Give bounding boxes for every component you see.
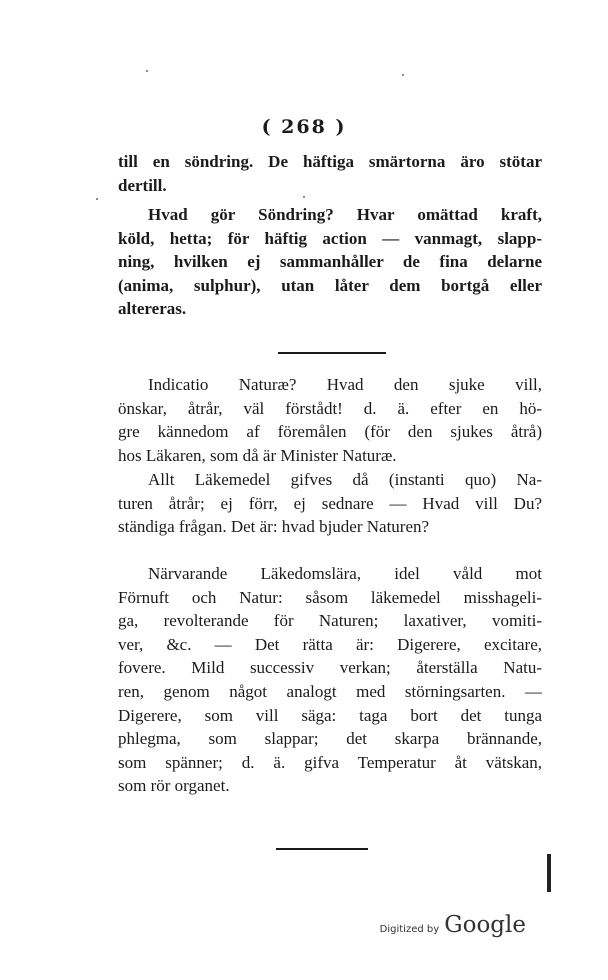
ink-speck — [402, 74, 404, 76]
paragraph-3 — [118, 373, 542, 467]
text-line: ständiga frågan. Det är: hvad bjuder Naturen? — [118, 517, 430, 537]
text-line: fovere. Mild successiv verkan; återställa Natu- — [118, 658, 542, 678]
section-divider — [278, 352, 386, 354]
watermark-prefix: Digitized by — [379, 924, 440, 935]
section-divider — [276, 848, 368, 850]
text-line: hos Läkaren, som då är Minister Naturæ. — [118, 445, 397, 465]
page-number: ( 268 ) — [261, 116, 347, 138]
text-line: ga, revolterande för Naturen; laxativer, vomiti- — [118, 611, 542, 631]
paragraph-2 — [118, 203, 542, 321]
text-line: phlegma, som slappar; det skarpa brännande, — [118, 729, 542, 749]
text-line: önskar, åtrår, väl förstådt! d. ä. efter en hö- — [118, 398, 542, 418]
text-line: ning, hvilken ej sammanhåller de fina delarne — [118, 252, 542, 272]
text-line: till en söndring. De häftiga smärtorna äro stötar — [118, 152, 542, 171]
text-line: Allt Läkemedel gifves då (instanti quo) Na- — [148, 470, 542, 489]
paragraph-1 — [118, 150, 542, 197]
text-line: köld, hetta; för häftig action — vanmagt, slapp- — [118, 228, 542, 248]
text-line: Förnuft och Natur: såsom läkemedel misshageli- — [118, 587, 542, 607]
ink-speck — [303, 196, 305, 198]
ink-speck — [146, 70, 148, 72]
text-line: Digerere, som vill säga: taga bort det tunga — [118, 705, 542, 725]
page-edge-mark — [547, 854, 551, 892]
digitized-by-google-watermark — [380, 912, 526, 938]
text-line: Indicatio Naturæ? Hvad den sjuke vill, — [148, 375, 542, 394]
text-line: (anima, sulphur), utan låter dem bortgå eller — [118, 275, 542, 295]
text-line: altereras. — [118, 299, 187, 319]
text-line: dertill. — [118, 175, 167, 195]
paragraph-4 — [118, 468, 542, 539]
text-line: Närvarande Läkedomslära, idel våld mot — [148, 564, 542, 583]
ink-speck — [96, 198, 98, 200]
text-line: turen åtrår; ej förr, ej sednare — Hvad vill Du? — [118, 493, 542, 513]
paragraph-5 — [118, 562, 542, 798]
text-line: som rör organet. — [118, 776, 230, 796]
text-line: ver, &c. — Det rätta är: Digerere, excitare, — [118, 634, 542, 654]
text-line: gre kännedom af föremålen (för den sjukes åtrå) — [118, 422, 542, 442]
text-line: Hvad gör Söndring? Hvar omättad kraft, — [148, 205, 542, 224]
text-line: som spänner; d. ä. gifva Temperatur åt vätskan, — [118, 752, 542, 772]
text-line: ren, genom något analogt med störningsarten. — — [118, 681, 542, 701]
google-logo: Google — [444, 912, 526, 938]
